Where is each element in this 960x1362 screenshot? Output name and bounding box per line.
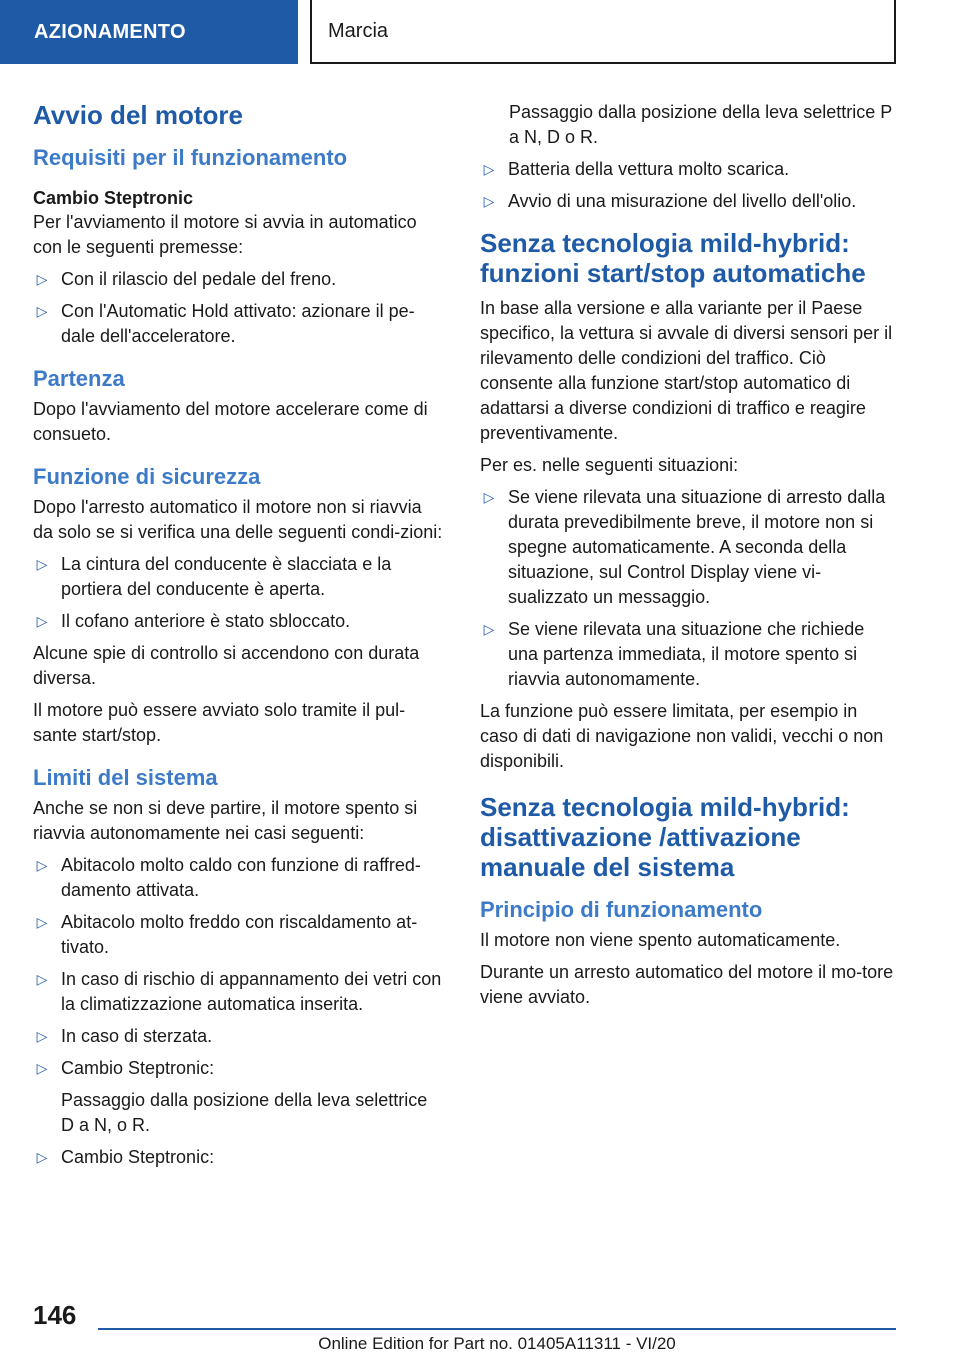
list-item: ▷ Il cofano anteriore è stato sbloccato.: [33, 609, 445, 634]
triangle-bullet-icon: ▷: [36, 857, 48, 873]
heading-partenza: Partenza: [33, 366, 125, 391]
triangle-bullet-icon: ▷: [483, 489, 495, 505]
triangle-bullet-icon: ▷: [36, 1149, 48, 1165]
triangle-bullet-icon: ▷: [36, 303, 48, 319]
list-item: ▷ Con il rilascio del pedale del freno.: [33, 267, 445, 292]
triangle-bullet-icon: ▷: [483, 621, 495, 637]
paragraph: Dopo l'arresto automatico il motore non si riavvia da solo se si verifica una delle seguenti condi-zioni:: [33, 497, 443, 542]
list-item: ▷ In caso di sterzata.: [33, 1024, 445, 1049]
heading-sicurezza: Funzione di sicurezza: [33, 464, 261, 489]
heading-requisiti: Requisiti per il funzionamento: [33, 145, 348, 170]
heading-start-stop: Senza tecnologia mild-hybrid: funzioni start/stop automatiche: [480, 228, 866, 288]
paragraph: La funzione può essere limitata, per esempio in caso di dati di navigazione non validi, vecchi o non disponibili.: [480, 701, 884, 771]
triangle-bullet-icon: ▷: [36, 914, 48, 930]
page-number: 146: [33, 1300, 77, 1330]
heading-cambio-steptronic: Cambio Steptronic: [33, 188, 194, 208]
list-item: ▷ Abitacolo molto caldo con funzione di raffred-damento attivata.: [33, 853, 445, 903]
footer-divider: [98, 1328, 896, 1330]
paragraph: Il motore può essere avviato solo tramite il pul-sante start/stop.: [33, 700, 406, 745]
list-item: ▷ Avvio di una misurazione del livello dell'olio.: [480, 189, 898, 214]
list-item: ▷ Abitacolo molto freddo con riscaldamento at-tivato.: [33, 910, 445, 960]
list-item-sub: Passaggio dalla posizione della leva selettrice D a N, o R.: [61, 1090, 428, 1135]
triangle-bullet-icon: ▷: [36, 1060, 48, 1076]
paragraph: Dopo l'avviamento del motore accelerare come di consueto.: [33, 399, 428, 444]
list-item: ▷ Se viene rilevata una situazione che richiede una partenza immediata, il motore spento si riavvia autonomamente.: [480, 617, 898, 692]
left-column: [33, 100, 445, 1177]
page-title: Avvio del motore: [33, 100, 243, 130]
triangle-bullet-icon: ▷: [36, 1028, 48, 1044]
bullet-list: [33, 267, 445, 349]
paragraph: Per l'avviamento il motore si avvia in automatico con le seguenti premesse:: [33, 212, 417, 257]
bullet-list: [480, 485, 898, 692]
list-item: ▷ Cambio Steptronic: Passaggio dalla posizione della leva selettrice D a N, o R.: [33, 1056, 445, 1138]
heading-principio: Principio di funzionamento: [480, 897, 763, 922]
paragraph: In base alla versione e alla variante per il Paese specifico, la vettura si avvale di diversi sensori per il rilevamento delle condizioni del traffico. Ciò consente alla funzione start/stop automatico di adattarsi a diverse condizioni di traffico e reagire preventivamente.: [480, 298, 893, 443]
paragraph: Il motore non viene spento automaticamente.: [480, 930, 841, 950]
list-item: ▷ La cintura del conducente è slacciata e la portiera del conducente è aperta.: [33, 552, 445, 602]
triangle-bullet-icon: ▷: [36, 971, 48, 987]
heading-disattivazione: Senza tecnologia mild-hybrid: disattivazione /attivazione manuale del sistema: [480, 792, 850, 882]
section-tab: AZIONAMENTO: [0, 0, 298, 64]
list-item: ▷ Se viene rilevata una situazione di arresto dalla durata prevedibilmente breve, il motore non si spegne automaticamente. A seconda della situazione, sul Control Display viene vi-sualizzato un messaggio.: [480, 485, 898, 610]
list-item: ▷ Cambio Steptronic:: [33, 1145, 445, 1170]
paragraph: Per es. nelle seguenti situazioni:: [480, 455, 739, 475]
list-item: ▷ In caso di rischio di appannamento dei vetri con la climatizzazione automatica inserita.: [33, 967, 445, 1017]
triangle-bullet-icon: ▷: [36, 271, 48, 287]
list-item-sub-continued: Passaggio dalla posizione della leva selettrice P a N, D o R.: [509, 102, 892, 147]
list-item: ▷ Batteria della vettura molto scarica.: [480, 157, 898, 182]
triangle-bullet-icon: ▷: [36, 613, 48, 629]
chapter-tab: Marcia: [310, 0, 896, 64]
paragraph: Anche se non si deve partire, il motore spento si riavvia autonomamente nei casi seguenti:: [33, 798, 418, 843]
right-column: [480, 100, 898, 1017]
bullet-list: [480, 157, 898, 214]
triangle-bullet-icon: ▷: [36, 556, 48, 572]
paragraph: Durante un arresto automatico del motore il mo-tore viene avviato.: [480, 962, 894, 1007]
bullet-list: [33, 552, 445, 634]
triangle-bullet-icon: ▷: [483, 161, 495, 177]
footer-edition: Online Edition for Part no. 01405A11311 - VI/20: [318, 1334, 676, 1353]
bullet-list: [33, 853, 445, 1170]
triangle-bullet-icon: ▷: [483, 193, 495, 209]
heading-limiti: Limiti del sistema: [33, 765, 218, 790]
list-item: ▷ Con l'Automatic Hold attivato: azionare il pe-dale dell'acceleratore.: [33, 299, 445, 349]
paragraph: Alcune spie di controllo si accendono con durata diversa.: [33, 643, 420, 688]
